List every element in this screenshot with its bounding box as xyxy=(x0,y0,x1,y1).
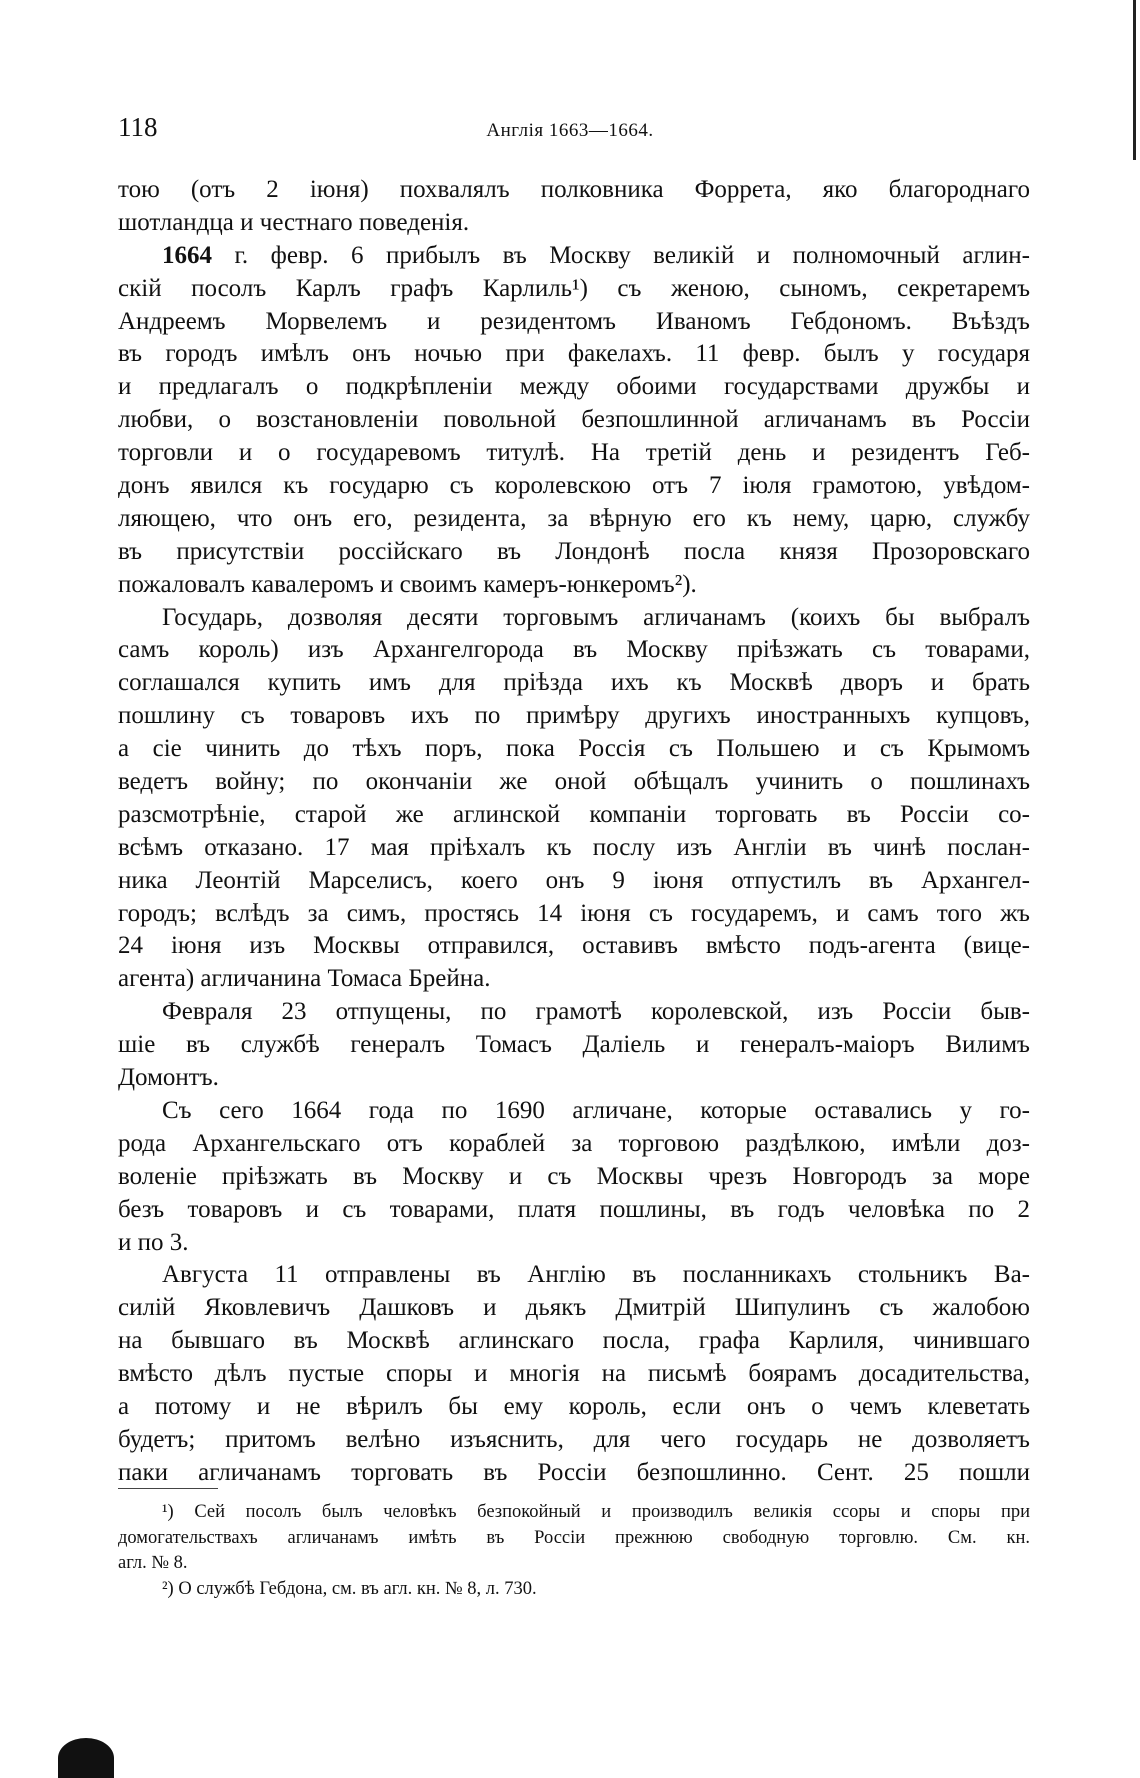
body-line-text: паки агличанамъ торговать въ Россіи безпошлинно. Сент. 25 пошли xyxy=(118,1458,1030,1486)
body-line xyxy=(118,700,1030,733)
body-line-text: торговли и о государевомъ титулѣ. На третій день и резидентъ Геб- xyxy=(118,439,1030,467)
body-line-text: и предлагалъ о подкрѣпленіи между обоими государствами дружбы и xyxy=(118,373,1030,401)
body-line xyxy=(118,602,1030,635)
body-line xyxy=(118,404,1030,437)
bold-year: 1664 xyxy=(162,241,212,269)
body-line xyxy=(118,569,1030,602)
body-line-text: Государь, дозволяя десяти торговымъ агличанамъ (коихъ бы выбралъ xyxy=(162,603,1030,631)
body-line xyxy=(118,437,1030,470)
footnote-separator xyxy=(118,1488,218,1489)
body-line-text: а сіе чинить до тѣхъ поръ, пока Россія съ Польшею и съ Крымомъ xyxy=(118,735,1030,763)
body-line-text: безъ товаровъ и съ товарами, платя пошлины, въ годъ человѣка по 2 xyxy=(118,1195,1030,1223)
body-line xyxy=(118,1259,1030,1292)
body-line-text: г. февр. 6 прибылъ въ Москву великій и полномочный аглин- xyxy=(212,241,1030,269)
body-text xyxy=(118,174,1030,1490)
footnote-line xyxy=(118,1500,1030,1526)
page-number: 118 xyxy=(118,112,158,142)
body-line-text: Домонтъ. xyxy=(118,1064,219,1092)
body-line xyxy=(118,1424,1030,1457)
body-line-text: шотландца и честнаго поведенія. xyxy=(118,208,470,236)
scan-artifact xyxy=(58,1738,114,1778)
body-line xyxy=(118,1128,1030,1161)
body-line xyxy=(118,1062,1030,1095)
body-line xyxy=(118,667,1030,700)
body-line xyxy=(118,1194,1030,1227)
body-line xyxy=(118,1029,1030,1062)
body-line-text: а потому и не вѣрилъ бы ему король, если онъ о чемъ клеветать xyxy=(118,1392,1030,1420)
footnote-line xyxy=(118,1577,1030,1603)
body-line-text: самъ король) изъ Архангелгорода въ Москву пріѣзжать съ товарами, xyxy=(118,636,1030,664)
body-line xyxy=(118,207,1030,240)
body-line xyxy=(118,1095,1030,1128)
footnote-line-text: агл. № 8. xyxy=(118,1553,188,1573)
body-line-text: 24 іюня изъ Москвы отправился, оставивъ вмѣсто подъ-агента (вице- xyxy=(118,932,1030,960)
body-line-text: Андреемъ Морвелемъ и резидентомъ Иваномъ Гебдономъ. Въѣздъ xyxy=(118,307,1030,335)
body-line-text: разсмотрѣніе, старой же аглинской компаніи торговать въ Россіи со- xyxy=(118,800,1030,828)
body-line xyxy=(118,174,1030,207)
body-line xyxy=(118,1161,1030,1194)
footnote-line xyxy=(118,1551,1030,1577)
body-line-text: на бывшаго въ Москвѣ аглинскаго посла, графа Карлиля, чинившаго xyxy=(118,1327,1030,1355)
body-line xyxy=(118,963,1030,996)
body-line-text: рода Архангельскаго отъ кораблей за торговою раздѣлкою, имѣли доз- xyxy=(118,1129,1030,1157)
footnotes xyxy=(118,1500,1030,1602)
body-line-text: ведетъ войну; по окончаніи же оной обѣщалъ учинить о пошлинахъ xyxy=(118,768,1030,796)
body-line xyxy=(118,1325,1030,1358)
body-line xyxy=(118,503,1030,536)
body-line xyxy=(118,1358,1030,1391)
body-line-text: и по 3. xyxy=(118,1228,189,1256)
body-line xyxy=(118,470,1030,503)
body-line-text: Февраля 23 отпущены, по грамотѣ королевской, изъ Россіи быв- xyxy=(162,998,1030,1026)
body-line-text: городъ; вслѣдъ за симъ, простясь 14 іюня съ государемъ, и самъ того жъ xyxy=(118,899,1030,927)
body-line-text: ляющею, что онъ его, резидента, за вѣрную его къ нему, царю, службу xyxy=(118,504,1030,532)
body-line-text: Августа 11 отправлены въ Англію въ посланникахъ стольникъ Ва- xyxy=(162,1261,1030,1289)
body-line-text: воленіе пріѣзжать въ Москву и съ Москвы чрезъ Новгородъ за море xyxy=(118,1162,1030,1190)
body-line-text: соглашался купить имъ для пріѣзда ихъ къ Москвѣ дворъ и брать xyxy=(118,669,1030,697)
footnote-line xyxy=(118,1526,1030,1552)
footnote-line-text: ²) О службѣ Гебдона, см. въ агл. кн. № 8, л. 730. xyxy=(162,1578,537,1599)
body-line-text: въ городъ имѣлъ онъ ночью при факелахъ. 11 февр. былъ у государя xyxy=(118,340,1030,368)
body-line-text: всѣмъ отказано. 17 мая пріѣхалъ къ послу изъ Англіи въ чинѣ послан- xyxy=(118,833,1030,861)
footnote-line-text: ¹) Сей посолъ былъ человѣкъ безпокойный и производилъ великія ссоры и споры при xyxy=(162,1502,1030,1522)
body-line xyxy=(118,1227,1030,1260)
body-line-text: тою (отъ 2 іюня) похвалялъ полковника Форрета, яко благороднаго xyxy=(118,176,1030,203)
running-title: Англія 1663—1664. xyxy=(486,120,654,141)
body-line-text: пошлину съ товаровъ ихъ по примѣру другихъ иностранныхъ купцовъ, xyxy=(118,702,1030,730)
body-line xyxy=(118,273,1030,306)
footnote-line-text: домогательствахъ агличанамъ имѣть въ Россіи прежнюю свободную торговлю. См. кн. xyxy=(118,1527,1030,1548)
body-line xyxy=(118,634,1030,667)
body-line-text: въ присутствіи россійскаго въ Лондонѣ посла князя Прозоровскаго xyxy=(118,537,1030,565)
body-line xyxy=(118,1391,1030,1424)
body-line xyxy=(118,996,1030,1029)
body-line-text: донъ явился къ государю съ королевскою отъ 7 іюля грамотою, увѣдом- xyxy=(118,472,1030,500)
body-line xyxy=(118,1457,1030,1490)
body-line xyxy=(118,240,1030,273)
body-line-text: агента) агличанина Томаса Брейна. xyxy=(118,965,491,993)
body-line-text: любви, о возстановленіи повольной безпошлинной агличанамъ въ Россіи xyxy=(118,406,1030,434)
body-line xyxy=(118,865,1030,898)
body-line-text: скій посолъ Карлъ графъ Карлиль¹) съ женою, сыномъ, секретаремъ xyxy=(118,274,1030,302)
body-line-text: Съ сего 1664 года по 1690 агличане, которые оставались у го- xyxy=(162,1096,1030,1124)
body-line-text: будетъ; притомъ велѣно изъяснить, для чего государь не дозволяетъ xyxy=(118,1425,1030,1453)
body-line-text: пожаловалъ кавалеромъ и своимъ камеръ-юнкеромъ²). xyxy=(118,570,697,598)
body-line xyxy=(118,733,1030,766)
body-line-text: ника Леонтій Марселисъ, коего онъ 9 іюня отпустилъ въ Архангел- xyxy=(118,866,1030,894)
body-line xyxy=(118,799,1030,832)
body-line xyxy=(118,371,1030,404)
body-line-text: силій Яковлевичъ Дашковъ и дьякъ Дмитрій Шипулинъ съ жалобою xyxy=(118,1294,1030,1322)
body-line xyxy=(118,832,1030,865)
body-line xyxy=(118,338,1030,371)
body-line-text: вмѣсто дѣлъ пустые споры и многія на письмѣ боярамъ досадительства, xyxy=(118,1360,1030,1388)
body-line xyxy=(118,306,1030,339)
body-line-text: шіе въ службѣ генералъ Томасъ Даліель и генералъ-маіоръ Вилимъ xyxy=(118,1031,1030,1059)
body-line xyxy=(118,1292,1030,1325)
body-line xyxy=(118,536,1030,569)
body-line xyxy=(118,930,1030,963)
body-line xyxy=(118,766,1030,799)
body-line xyxy=(118,898,1030,931)
